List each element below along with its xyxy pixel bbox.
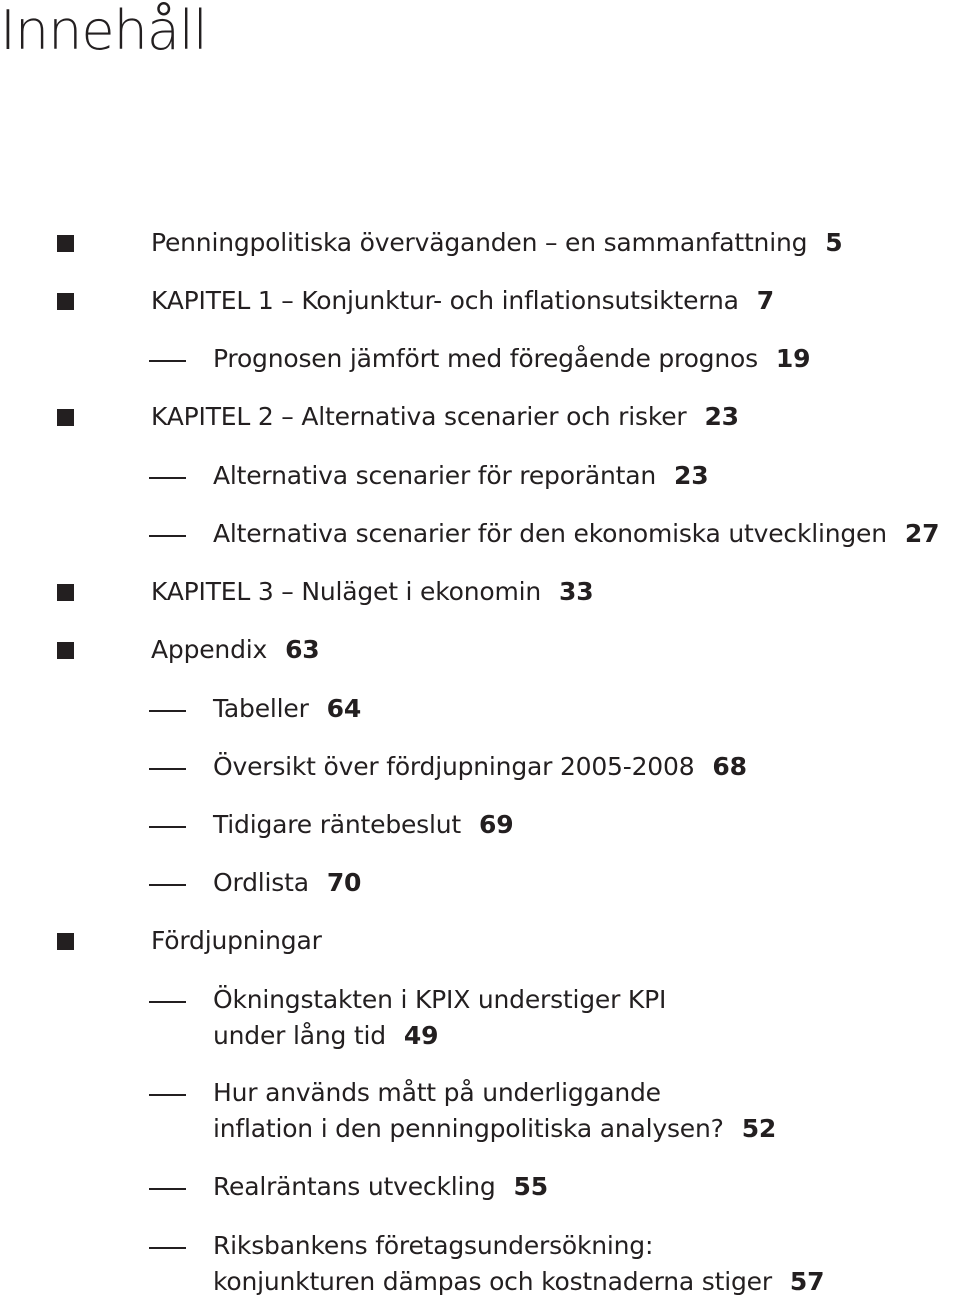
dash-marker-icon — [149, 1001, 186, 1003]
dash-marker-icon — [149, 535, 186, 537]
toc-entry-label: under lång tid 49 — [213, 1021, 439, 1050]
toc-page-number: 27 — [904, 519, 940, 548]
toc-entry-text — [213, 1075, 776, 1147]
dash-marker-icon — [149, 477, 186, 479]
toc-entry-label: Översikt över fördjupningar 2005-2008 68 — [213, 752, 747, 781]
toc-entry-label: Fördjupningar — [151, 926, 322, 955]
toc-entry-label: Tabeller 64 — [213, 694, 362, 723]
toc-entry-label: Realräntans utveckling 55 — [213, 1172, 548, 1201]
toc-entry-text — [213, 341, 810, 377]
toc-entry-label: Hur används mått på underliggande — [213, 1078, 661, 1107]
toc-entry-text — [213, 865, 361, 901]
toc-entry-text — [151, 283, 774, 319]
toc-entry-label: Tidigare räntebeslut 69 — [213, 810, 514, 839]
toc-entry-text — [213, 807, 513, 843]
toc-entry-text — [151, 399, 739, 435]
toc-entry-label: Appendix 63 — [151, 635, 320, 664]
dash-marker-icon — [149, 768, 186, 770]
toc-entry-text — [151, 632, 319, 668]
toc-entry-label: KAPITEL 2 – Alternativa scenarier och risker 23 — [151, 402, 739, 431]
dash-marker-icon — [149, 360, 186, 362]
dash-marker-icon — [149, 710, 186, 712]
toc-entry-text — [213, 1228, 824, 1300]
dash-marker-icon — [149, 1247, 186, 1249]
toc-page-number: 70 — [326, 868, 362, 897]
toc-entry-text — [213, 982, 666, 1054]
square-bullet-icon — [57, 235, 74, 252]
dash-marker-icon — [149, 1094, 186, 1096]
toc-entry-label: Prognosen jämfört med föregående prognos 19 — [213, 344, 811, 373]
toc-page-number: 33 — [559, 577, 594, 606]
toc-page-number: 68 — [712, 752, 747, 781]
square-bullet-icon — [57, 642, 74, 659]
toc-entry-text — [151, 225, 842, 261]
toc-entry-label: Alternativa scenarier för den ekonomiska utvecklingen 27 — [213, 519, 940, 548]
dash-marker-icon — [149, 884, 186, 886]
square-bullet-icon — [57, 933, 74, 950]
toc-entry-text — [213, 1169, 548, 1205]
toc-entry-label: KAPITEL 1 – Konjunktur- och inflationsutsikterna 7 — [151, 286, 774, 315]
toc-page-number: 19 — [775, 344, 811, 373]
toc-page-number: 57 — [789, 1267, 825, 1296]
dash-marker-icon — [149, 826, 186, 828]
toc-entry-label: Ordlista 70 — [213, 868, 362, 897]
toc-page-number: 49 — [403, 1021, 439, 1050]
toc-entry-label: KAPITEL 3 – Nuläget i ekonomin 33 — [151, 577, 594, 606]
toc-page-number: 7 — [756, 286, 774, 315]
square-bullet-icon — [57, 293, 74, 310]
toc-page-number: 63 — [285, 635, 320, 664]
toc-entry-text — [151, 923, 322, 959]
toc-entry-text — [213, 691, 361, 727]
toc-entry-label: Alternativa scenarier för reporäntan 23 — [213, 461, 709, 490]
dash-marker-icon — [149, 1188, 186, 1190]
toc-entry-text — [213, 516, 939, 552]
toc-page-number: 23 — [674, 461, 709, 490]
toc-entry-label: Riksbankens företagsundersökning: — [213, 1231, 654, 1260]
toc-entry-text — [151, 574, 593, 610]
toc-entry-label: konjunkturen dämpas och kostnaderna stiger 57 — [213, 1267, 825, 1296]
toc-entry-label: Penningpolitiska överväganden – en sammanfattning 5 — [151, 228, 843, 257]
toc-page-number: 69 — [479, 810, 514, 839]
toc-entry-text — [213, 749, 747, 785]
square-bullet-icon — [57, 409, 74, 426]
toc-entry-label: inflation i den penningpolitiska analysen? 52 — [213, 1114, 777, 1143]
toc-entry-label: Ökningstakten i KPIX understiger KPI — [213, 985, 667, 1014]
page-title: Innehåll — [0, 0, 207, 62]
toc-page-number: 64 — [326, 694, 362, 723]
toc-entry-text — [213, 458, 708, 494]
toc-page-number: 55 — [513, 1172, 548, 1201]
square-bullet-icon — [57, 584, 74, 601]
toc-page-number: 52 — [741, 1114, 777, 1143]
toc-page-number: 23 — [704, 402, 739, 431]
toc-page-number: 5 — [825, 228, 843, 257]
